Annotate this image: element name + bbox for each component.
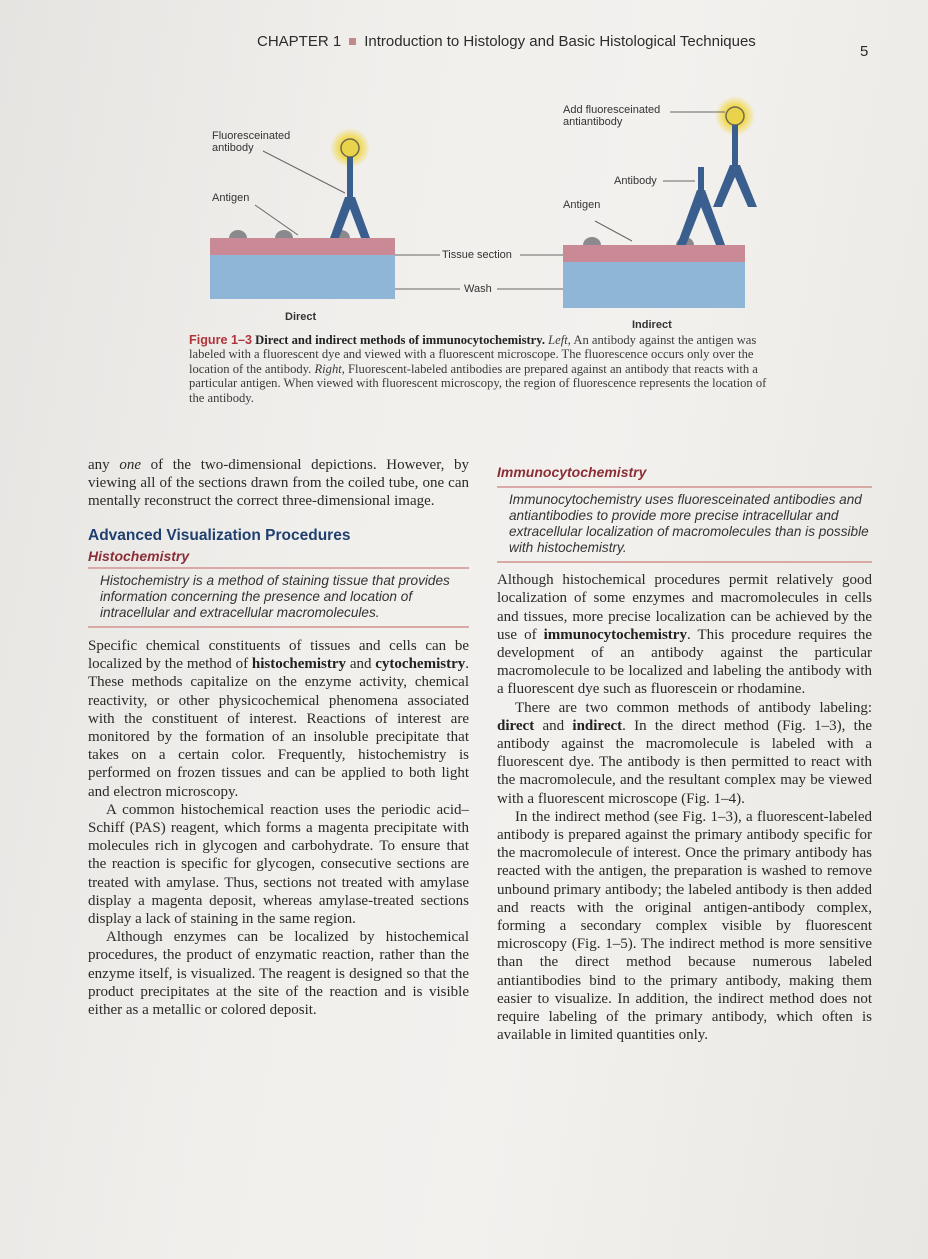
separator-square-icon [349, 38, 356, 45]
immunocytochemistry-paragraph-2: There are two common methods of antibody labeling: direct and indirect. In the direct method (Fig. 1–3), the antibody against the macromolecule is labeled with a fluorescent dye. The antibody is then permitted to react with the macromolecule, and the resultant complex may be viewed with a fluorescent microscope (Fig. 1–4). [497, 699, 872, 807]
label-antigen-left: Antigen [212, 192, 250, 204]
histochemistry-paragraph-2: A common histochemical reaction uses the periodic acid–Schiff (PAS) reagent, which forms a magenta precipitate with molecules rich in glycogen and carbohydrate. To ensure that the reaction is specific for glycogen, consecutive sections are treated with amylase. Thus, sections not treated with amylase display a magenta deposit, whereas amylase-treated sections display a lack of staining in the same region. [88, 801, 469, 928]
histochemistry-box-heading: Histochemistry [88, 547, 190, 564]
right-column [497, 463, 872, 1044]
immunocytochemistry-paragraph-3: In the indirect method (see Fig. 1–3), a fluorescent-labeled antibody is prepared against the primary antibody specific for the macromolecule of interest. Once the primary antibody has reacted with the antigen, the preparation is washed to remove unbound primary antibody; the labeled antibody is then added and reacts with the original antigen-antibody complex, forming a secondary complex visible by fluorescent microscopy (Fig. 1–5). The indirect method is more sensitive than the direct method because numerous labeled antiantibodies bind to the primary antibody, making them easier to visualize. In addition, the indirect method does not require labeling of the primary antibody, which often is available in limited quantities only. [497, 808, 872, 1044]
label-direct: Direct [285, 311, 317, 323]
immunocytochemistry-paragraph-1: Although histochemical procedures permit relatively good localization of some enzymes and macromolecules in cells and tissues, more precise localization can be achieved by the use of immunocytochemistry. This procedure requires the development of an antibody against the particular macromolecule to be localized and labeling the antibody with a fluorescent dye such as fluorescein or rhodamine. [497, 572, 872, 698]
caption-title: Direct and indirect methods of immunocytochemistry. [255, 333, 546, 347]
label-indirect: Indirect [632, 319, 672, 331]
immunocytochemistry-summary: Immunocytochemistry uses fluoresceinated antibodies and antiantibodies to provide more precise intracellular and extracellular localization of macromolecules than is possible with histochemistry. [509, 492, 869, 556]
slide-left [210, 255, 395, 299]
chapter-label: CHAPTER 1 [257, 33, 342, 50]
histochemistry-paragraph-3: Although enzymes can be localized by histochemical procedures, the product of enzymatic reaction, rather than the enzyme itself, is visualized. The reagent is designed so that the product precipitates at the site of the reaction and is visible either as a metallic or colored deposit. [88, 929, 469, 1019]
fluoresceinated-antiantibody-right [713, 96, 757, 207]
label-fluoresceinated-antibody: Fluoresceinated antibody [212, 130, 291, 154]
label-wash: Wash [464, 283, 492, 295]
box-rule [497, 486, 872, 488]
antigen-left-2 [275, 230, 293, 238]
box-rule [88, 567, 469, 569]
section-heading: Advanced Visualization Procedures [88, 526, 351, 544]
tissue-section-right [563, 245, 745, 262]
label-tissue-section: Tissue section [442, 249, 512, 261]
label-add-antiantibody: Add fluoresceinated antiantibody [563, 104, 661, 128]
immunocytochemistry-box-heading: Immunocytochemistry [497, 464, 647, 480]
running-head [257, 33, 756, 50]
figure-caption: Figure 1–3 Direct and indirect methods of immunocytochemistry. Left, An antibody against the antigen was labeled with a fluorescent dye and viewed with a fluorescent microscope. The fluorescence occurs only over the location of the antibody. Right, Fluorescent-labeled antibodies are prepared against an antibody that reacts with a particular antigen. When viewed with fluorescent microscopy, the region of fluorescence represents the location of the antibody. [189, 333, 767, 405]
tissue-section-left [210, 238, 395, 255]
antigen-right-1 [583, 237, 601, 245]
histochemistry-paragraph-1: Specific chemical constituents of tissues and cells can be localized by the method of histochemistry and cytochemistry. These methods capitalize on the enzyme activity, chemical reactivity, or other physicochemical phenomena associated with the constituent of interest. Reactions of interest are monitored by the formation of an insoluble precipitate that takes on a certain color. Frequently, histochemistry is performed on frozen tissues and can be applied to both light and electron microscopy. [88, 638, 469, 800]
intro-paragraph: any one of the two-dimensional depictions. However, by viewing all of the sections drawn from the coiled tube, one can mentally reconstruct the correct three-dimensional image. [88, 457, 469, 510]
page-number: 5 [860, 43, 869, 60]
chapter-title: Introduction to Histology and Basic Histological Techniques [364, 33, 756, 50]
antigen-left-1 [229, 230, 247, 238]
histochemistry-summary: Histochemistry is a method of staining tissue that provides information concerning the presence and location of intracellular and extracellular macromolecules. [100, 573, 450, 621]
box-rule [88, 626, 469, 628]
left-column [88, 456, 469, 1019]
figure-1-3 [185, 95, 785, 325]
slide-right [563, 262, 745, 308]
label-antibody: Antibody [614, 175, 657, 187]
fluoresceinated-antibody-left [330, 128, 370, 238]
caption-figure-id: Figure 1–3 [189, 333, 252, 347]
label-antigen-right: Antigen [563, 199, 601, 211]
box-rule [497, 561, 872, 563]
